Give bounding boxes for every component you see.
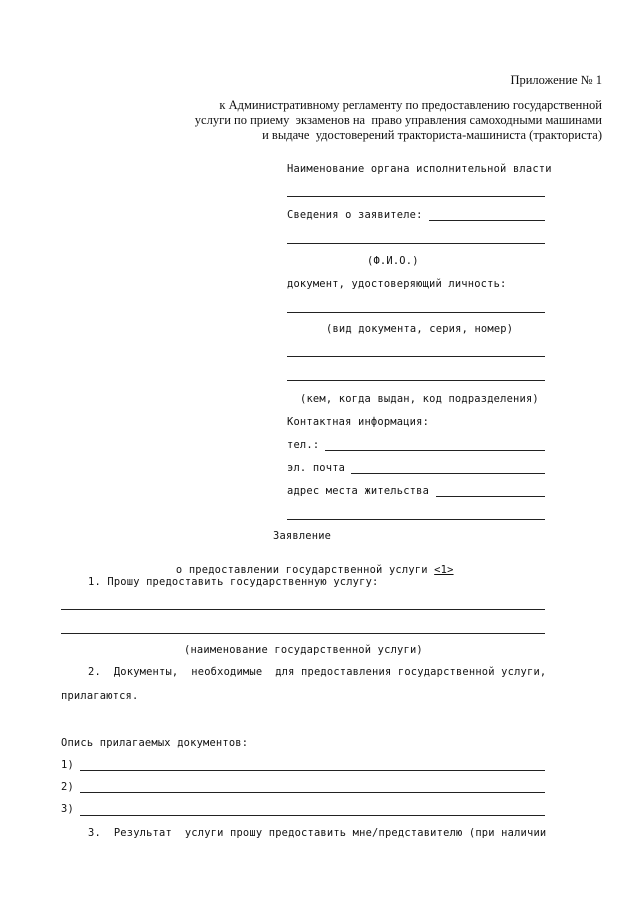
service-caption: (наименование государственной услуги)	[184, 644, 423, 656]
fio-caption: (Ф.И.О.)	[367, 255, 419, 267]
id-document-label: документ, удостоверяющий личность:	[287, 278, 507, 290]
item-1-text: 1. Прошу предоставить государственную услугу:	[88, 576, 379, 588]
applicant-label: Сведения о заявителе:	[287, 209, 423, 221]
issued-field[interactable]	[287, 380, 545, 381]
application-subtitle-row	[163, 552, 454, 576]
document-field-2[interactable]	[80, 792, 545, 793]
email-label: эл. почта	[287, 462, 346, 474]
email-field[interactable]	[351, 473, 545, 474]
footnote-link[interactable]: <1>	[434, 564, 454, 576]
id-document-field[interactable]	[287, 312, 545, 313]
address-field[interactable]	[436, 496, 545, 497]
issued-caption: (кем, когда выдан, код подразделения)	[300, 393, 539, 405]
application-subtitle: о предоставлении государственной услуги	[175, 564, 428, 576]
appendix-number: Приложение № 1	[510, 73, 602, 87]
applicant-field-2[interactable]	[287, 243, 545, 244]
item-2-line-1: 2. Документы, необходимые для предоставления государственной услуги,	[88, 666, 547, 678]
document-field-3[interactable]	[80, 815, 545, 816]
item-3-line-1: 3. Результат услуги прошу предоставить мне/представителю (при наличии	[88, 827, 547, 839]
phone-label: тел.:	[287, 439, 320, 451]
address-label: адрес места жительства	[287, 485, 430, 497]
applicant-field[interactable]	[429, 220, 545, 221]
document-field[interactable]	[287, 356, 545, 357]
regulation-line-2: услуги по приему экзаменов на право управления самоходными машинами	[194, 113, 602, 127]
authority-label: Наименование органа исполнительной власти	[287, 163, 552, 175]
documents-list-title: Опись прилагаемых документов:	[61, 737, 249, 749]
application-title: Заявление	[273, 530, 332, 542]
contact-label: Контактная информация:	[287, 416, 430, 428]
item-2-line-2: прилагаются.	[61, 690, 139, 702]
document-caption: (вид документа, серия, номер)	[326, 323, 514, 335]
document-field-1[interactable]	[80, 770, 545, 771]
service-field[interactable]	[61, 609, 545, 610]
document-number-1: 1)	[61, 759, 74, 771]
document-number-2: 2)	[61, 781, 74, 793]
regulation-line-1: к Административному регламенту по предоставлению государственной	[219, 98, 602, 112]
phone-field[interactable]	[325, 450, 545, 451]
service-field-2[interactable]	[61, 633, 545, 634]
document-number-3: 3)	[61, 803, 74, 815]
regulation-line-3: и выдаче удостоверений тракториста-машиниста (тракториста)	[262, 128, 602, 142]
authority-field[interactable]	[287, 196, 545, 197]
address-field-2[interactable]	[287, 519, 545, 520]
